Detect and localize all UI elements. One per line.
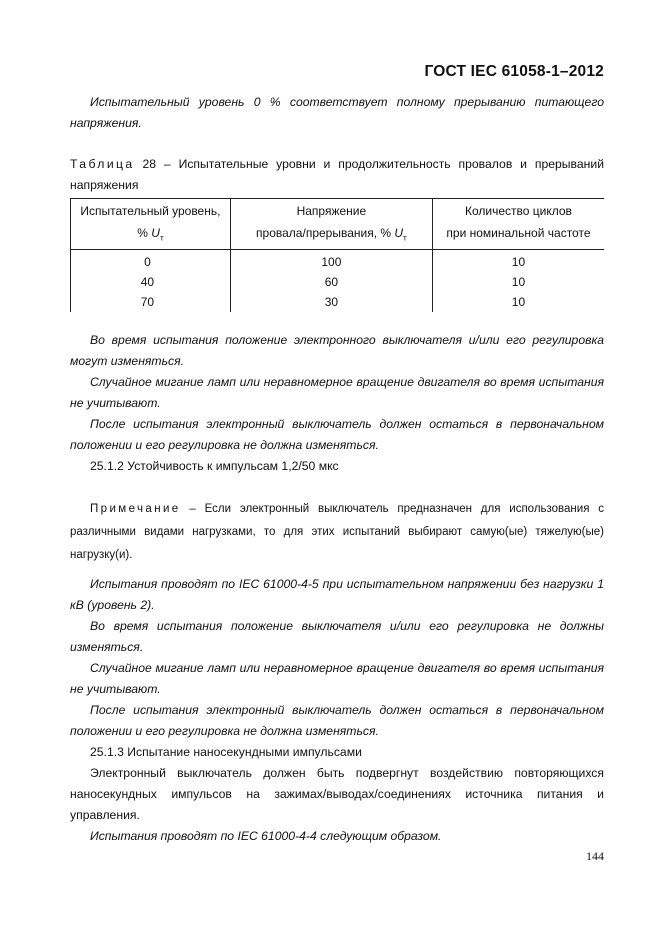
header-text: провала/прерывания, % bbox=[256, 226, 395, 240]
table-cell: 40 bbox=[71, 272, 231, 292]
header-line: Количество циклов bbox=[464, 204, 572, 218]
section-heading: 25.1.2 Устойчивость к импульсам 1,2/50 мкс bbox=[90, 459, 339, 473]
table-cell: 10 bbox=[511, 275, 526, 290]
table-header-cell bbox=[71, 199, 231, 250]
paragraph: Во время испытания положение выключателя и/или его регулировка не должны изменяться. bbox=[70, 619, 604, 654]
paragraph: Испытания проводят по IEC 61000-4-5 при испытательном напряжении без нагрузки 1 кВ (уровень 2). bbox=[70, 577, 604, 612]
table-cell: 30 bbox=[230, 292, 432, 312]
table-cell: 60 bbox=[230, 272, 432, 292]
table-cell: 70 bbox=[71, 292, 231, 312]
paragraph: Случайное мигание ламп или неравномерное вращение двигателя во время испытания не учитывают. bbox=[70, 661, 604, 696]
document-header: ГОСТ IEC 61058-1–2012 bbox=[424, 63, 604, 80]
table-caption-text: 28 – Испытательные уровни и продолжительность провалов и прерываний напряжения bbox=[70, 157, 605, 192]
intro-paragraph: Испытательный уровень 0 % соответствует полному прерыванию питающего напряжения. bbox=[70, 95, 604, 130]
table-cell: 10 bbox=[511, 295, 526, 310]
test-levels-table bbox=[70, 198, 604, 312]
paragraph: Электронный выключатель должен быть подвергнут воздействию повторяющихся наносекундных импульсов на зажимах/выводах/соединениях источника питания и управления. bbox=[70, 766, 604, 822]
paragraph: Испытания проводят по IEC 61000-4-4 следующим образом. bbox=[90, 829, 442, 843]
page-number: 144 bbox=[586, 849, 604, 863]
table-header-row bbox=[71, 199, 605, 250]
table-caption bbox=[70, 154, 604, 196]
header-line bbox=[231, 222, 432, 249]
table-caption-label: Таблица bbox=[70, 157, 135, 171]
header-line bbox=[71, 222, 230, 249]
table-cell: 100 bbox=[230, 250, 432, 273]
variable-subscript: т bbox=[159, 233, 164, 243]
header-line: Напряжение bbox=[296, 204, 367, 218]
variable-subscript: т bbox=[403, 233, 407, 243]
table-row bbox=[71, 272, 605, 292]
note-label: Примечание bbox=[90, 503, 181, 515]
note-text: – Если электронный выключатель предназначен для использования с различными видами нагрузками, то для этих испытаний выбирают самую(ые) тяжелую(ые) нагрузку(и). bbox=[70, 503, 604, 561]
paragraph: После испытания электронный выключатель должен остаться в первоначальном положении и его регулировка не должна изменяться. bbox=[70, 417, 604, 452]
section-heading: 25.1.3 Испытание наносекундными импульсами bbox=[90, 745, 362, 759]
header-text: % bbox=[137, 226, 152, 240]
header-line: Испытательный уровень, bbox=[80, 204, 221, 218]
paragraph: Случайное мигание ламп или неравномерное вращение двигателя во время испытания не учитывают. bbox=[70, 375, 604, 410]
table-cell: 0 bbox=[71, 250, 231, 273]
paragraph: Во время испытания положение электронного выключателя и/или его регулировка могут изменяться. bbox=[70, 333, 604, 368]
variable-symbol: U bbox=[394, 226, 404, 240]
table-row bbox=[71, 250, 605, 273]
table-header-cell bbox=[230, 199, 432, 250]
table-cell: 10 bbox=[511, 255, 526, 270]
table-header-cell bbox=[432, 199, 604, 250]
note-paragraph bbox=[70, 498, 604, 567]
table-row bbox=[71, 292, 605, 312]
paragraph: После испытания электронный выключатель должен остаться в первоначальном положении и его регулировка не должна изменяться. bbox=[70, 703, 604, 738]
variable-symbol: U bbox=[151, 226, 160, 240]
header-line: при номинальной частоте bbox=[446, 226, 591, 240]
